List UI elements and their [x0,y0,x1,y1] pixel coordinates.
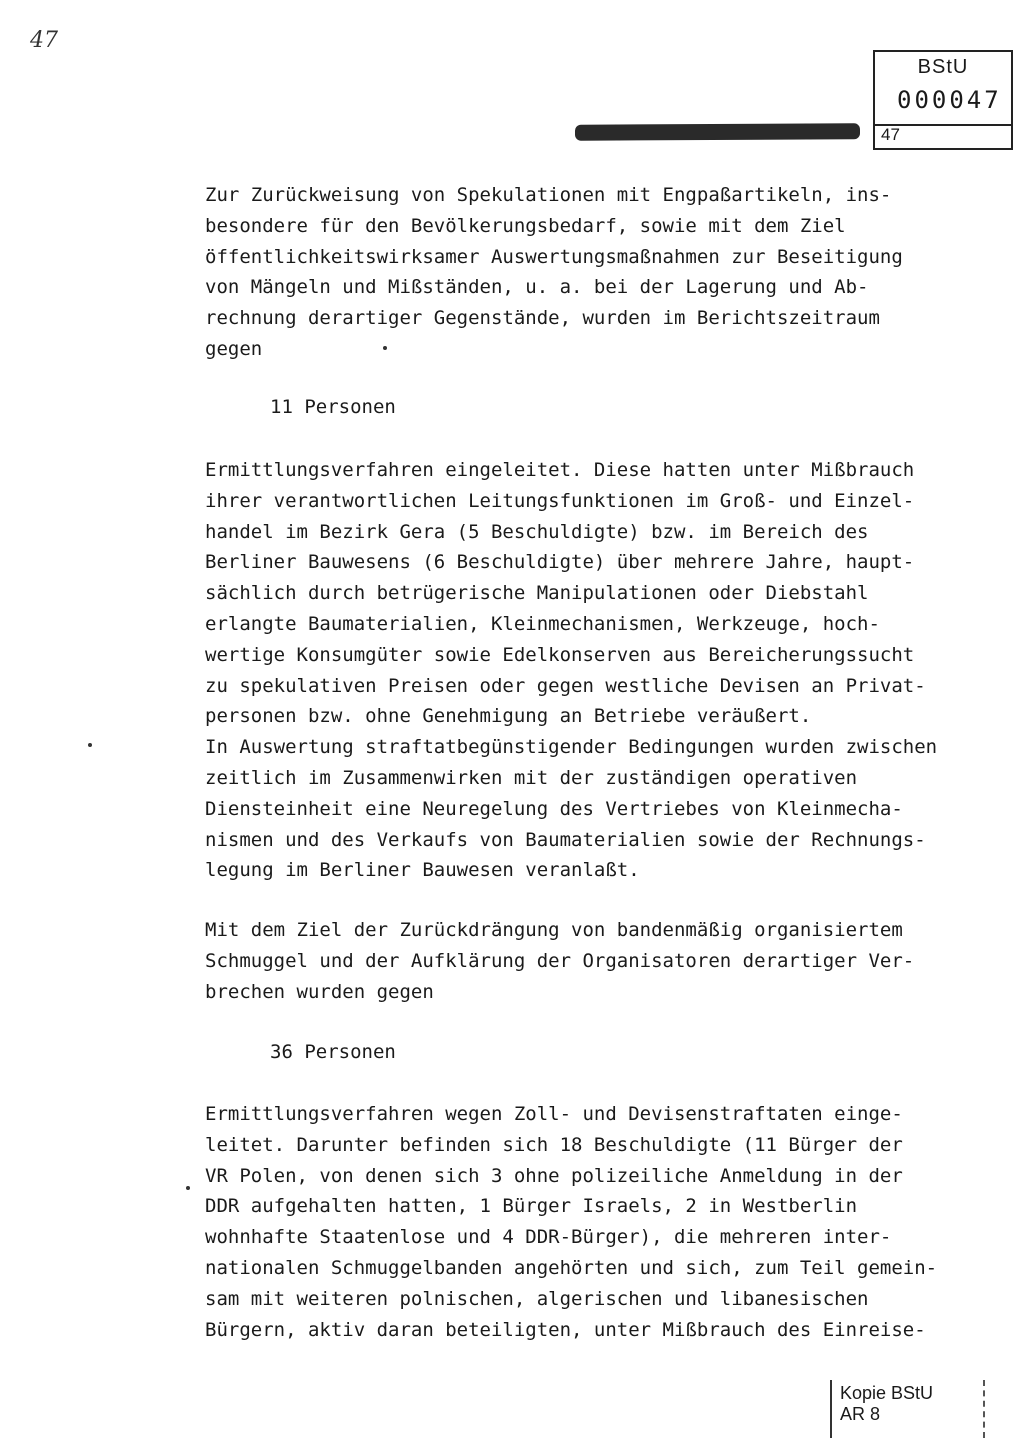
paragraph-line: gegen [205,337,263,360]
handwritten-page-mark: 47 [30,28,58,53]
paragraph-line: wohnhafte Staatenlose und 4 DDR-Bürger), die mehreren inter- [205,1226,892,1249]
paragraph-line: erlangte Baumaterialien, Kleinmechanismen, Werkzeuge, hoch- [205,612,880,635]
paragraph-line: zu spekulativen Preisen oder gegen westliche Devisen an Privat- [205,674,926,697]
paragraph-line: besondere für den Bevölkerungsbedarf, sowie mit dem Ziel [205,214,846,237]
paragraph-line: Mit dem Ziel der Zurückdrängung von bandenmäßig organisiertem [205,919,903,941]
paragraph-line: Diensteinheit eine Neuregelung des Vertriebes von Kleinmecha- [205,797,903,820]
paragraph-line: Ermittlungsverfahren eingeleitet. Diese hatten unter Mißbrauch [205,459,915,481]
paragraph-line: In Auswertung straftatbegünstigender Bedingungen wurden zwischen [205,736,938,759]
paragraph-line: Zur Zurückweisung von Spekulationen mit Engpaßartikeln, ins- [205,184,892,206]
page-number: 47 [881,125,900,144]
paragraph-line: leitet. Darunter befinden sich 18 Beschuldigte (11 Bürger der [205,1133,903,1156]
stray-mark [383,346,387,350]
paragraph-line: Berliner Bauwesens (6 Beschuldigte) über mehrere Jahre, haupt- [205,551,915,574]
paragraph-line: VR Polen, von denen sich 3 ohne polizeiliche Anmeldung in der [205,1164,903,1187]
paragraph-line: rechnung derartiger Gegenstände, wurden im Berichtszeitraum [205,307,880,330]
stray-mark [186,1186,190,1190]
paragraph-line: öffentlichkeitswirksamer Auswertungsmaßnahmen zur Beseitigung [205,245,903,268]
paragraph-line: zeitlich im Zusammenwirken mit der zuständigen operativen [205,766,858,789]
copy-stamp [830,1380,985,1438]
paragraph-3 [205,915,995,1007]
copy-stamp-line-2: AR 8 [840,1404,881,1424]
paragraph-line: nismen und des Verkaufs von Baumaterialien sowie der Rechnungs- [205,828,926,851]
bstu-archive-stamp [873,50,1013,150]
paragraph-line: personen bzw. ohne Genehmigung an Betriebe veräußert. [205,705,812,728]
paragraph-line: legung im Berliner Bauwesen veranlaßt. [205,859,640,882]
paragraph-line: sam mit weiteren polnischen, algerischen und libanesischen [205,1287,869,1310]
paragraph-2 [205,455,995,886]
stray-mark [88,743,92,747]
paragraph-line: DDR aufgehalten hatten, 1 Bürger Israels, 2 in Westberlin [205,1195,858,1218]
paragraph-line: Bürgern, aktiv daran beteiligten, unter Mißbrauch des Einreise- [205,1318,926,1341]
paragraph-line: handel im Bezirk Gera (5 Beschuldigte) bzw. im Bereich des [205,520,869,543]
paragraph-line: Schmuggel und der Aufklärung der Organisatoren derartiger Ver- [205,949,915,972]
copy-stamp-line-1: Kopie BStU [840,1383,934,1403]
paragraph-4 [205,1099,995,1345]
paragraph-line: Ermittlungsverfahren wegen Zoll- und Devisenstraftaten einge- [205,1103,903,1125]
person-count-1: 11 Personen [270,396,396,418]
stamp-label: BStU [917,56,969,78]
paragraph-line: wertige Konsumgüter sowie Edelkonserven aus Bereicherungssucht [205,643,915,666]
paragraph-line: ihrer verantwortlichen Leitungsfunktionen im Groß- und Einzel- [205,489,915,512]
redaction-bar [575,123,860,140]
paragraph-line: brechen wurden gegen [205,980,434,1003]
stamp-archive-number: 000047 [897,86,1002,114]
paragraph-line: nationalen Schmuggelbanden angehörten und sich, zum Teil gemein- [205,1256,938,1279]
paragraph-line: sächlich durch betrügerische Manipulationen oder Diebstahl [205,582,869,605]
paragraph-line: von Mängeln und Mißständen, u. a. bei der Lagerung und Ab- [205,276,869,299]
paragraph-1 [205,180,995,365]
person-count-2: 36 Personen [270,1041,396,1063]
